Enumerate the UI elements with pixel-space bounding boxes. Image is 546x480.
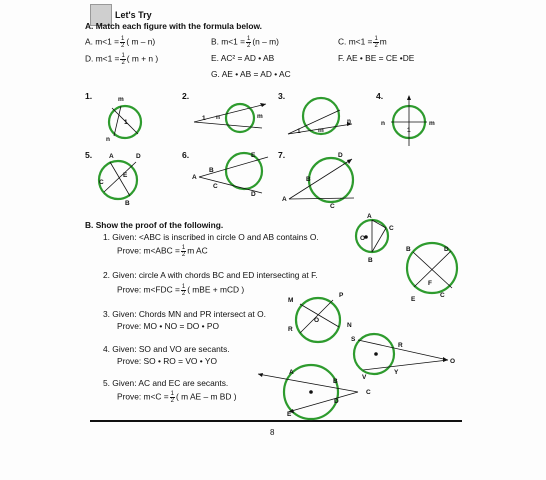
f2-label-m: m xyxy=(257,113,263,120)
f6-label-e: E xyxy=(251,152,256,159)
f7-label-d: D xyxy=(338,152,343,159)
f6-label-a: A xyxy=(192,174,197,181)
figure-number-2: 2. xyxy=(182,91,190,101)
figure-number-4: 4. xyxy=(376,91,384,101)
proof-2-given: 2. Given: circle A with chords BC and ED intersecting at F. xyxy=(103,270,318,280)
f5-label-c: C xyxy=(99,179,104,186)
p2-label-b: B xyxy=(406,246,411,253)
p1-label-a: A xyxy=(367,213,372,220)
p4-label-y: Y xyxy=(394,369,399,376)
formula-e: E. AC² = AD • AB xyxy=(211,53,275,63)
f3-label-1: 1 xyxy=(297,128,301,135)
p1-label-o: O xyxy=(360,235,366,242)
formula-a: A. m<1 = $\frac{1}{2}$ ( m – n) xyxy=(85,36,156,49)
figure-number-6: 6. xyxy=(182,150,190,160)
figure-number-3: 3. xyxy=(278,91,286,101)
f5-label-e: E xyxy=(123,172,128,179)
p2-label-c: C xyxy=(440,292,445,299)
p3-label-m: M xyxy=(288,297,294,304)
f6-label-c: C xyxy=(213,183,218,190)
proof-5-prove: Prove: m<C = $\frac{1}{2}$ ( m AE – m BD ) xyxy=(117,391,237,404)
p3-label-n: N xyxy=(347,322,352,329)
proof-1-given: 1. Given: <ABC is inscribed in circle O and AB contains O. xyxy=(103,232,319,242)
p1-label-c: C xyxy=(389,225,394,232)
f4-label-n: n xyxy=(381,120,385,127)
f4-label-m: m xyxy=(429,120,435,127)
formula-f: F. AE • BE = CE •DE xyxy=(338,53,415,63)
proof-5-given: 5. Given: AC and EC are secants. xyxy=(103,378,229,388)
figure-7-circle xyxy=(309,158,353,202)
f5-label-d: D xyxy=(136,153,141,160)
proof-3-given: 3. Given: Chords MN and PR intersect at O. xyxy=(103,309,266,319)
p1-label-b: B xyxy=(368,257,373,264)
p5-label-d: D xyxy=(334,398,339,405)
proof-4-circle xyxy=(354,334,394,374)
p5-label-b: B xyxy=(333,378,338,385)
f7-label-a: A xyxy=(282,196,287,203)
figure-number-1: 1. xyxy=(85,91,93,101)
part-a-heading: A. Match each figure with the formula below. xyxy=(85,21,262,31)
part-b-heading: B. Show the proof of the following. xyxy=(85,220,224,230)
f3-label-m: m xyxy=(318,127,324,134)
proof-4-given: 4. Given: SO and VO are secants. xyxy=(103,344,230,354)
f7-label-b: B xyxy=(306,176,311,183)
f1-label-1: 1 xyxy=(124,119,128,126)
f4-label-1: 1 xyxy=(407,127,411,134)
section-title: Let's Try xyxy=(115,10,152,20)
proof-2-prove: Prove: m<FDC = $\frac{1}{2}$ ( mBE + mCD ) xyxy=(117,284,245,297)
f1-label-m: m xyxy=(118,96,124,103)
p2-label-f: F xyxy=(428,280,432,287)
f5-label-b: B xyxy=(125,200,130,207)
formula-d: D. m<1 = $\frac{1}{2}$ ( m + n ) xyxy=(85,53,159,66)
figure-6-circle xyxy=(226,153,262,189)
f1-label-n: n xyxy=(106,136,110,143)
p2-label-e: E xyxy=(411,296,416,303)
f3-label-n: n xyxy=(347,118,351,125)
f2-label-1: 1 xyxy=(202,115,206,122)
p3-label-r: R xyxy=(288,326,293,333)
p4-label-o: O xyxy=(450,358,456,365)
formula-b: B. m<1 = $\frac{1}{2}$ (n – m) xyxy=(211,36,279,49)
p4-label-r: R xyxy=(398,342,403,349)
p3-label-o: O xyxy=(314,317,320,324)
p3-label-p: P xyxy=(339,292,344,299)
formula-c: C. m<1 = $\frac{1}{2}$ m xyxy=(338,36,387,49)
f6-label-d: D xyxy=(251,191,256,198)
figure-number-5: 5. xyxy=(85,150,93,160)
p4-label-s: S xyxy=(351,336,356,343)
f2-label-n: n xyxy=(216,114,220,121)
proof-1-prove: Prove: m<ABC = $\frac{1}{2}$ m AC xyxy=(117,245,208,258)
f5-label-a: A xyxy=(109,153,114,160)
p4-label-v: V xyxy=(362,374,367,381)
f6-label-b: B xyxy=(209,167,214,174)
p5-label-a: A xyxy=(289,369,294,376)
proof-3-prove: Prove: MO • NO = DO • PO xyxy=(117,321,219,331)
formula-g: G. AE • AB = AD • AC xyxy=(211,69,291,79)
proof-4-prove: Prove: SO • RO = VO • YO xyxy=(117,356,217,366)
figure-number-7: 7. xyxy=(278,150,286,160)
p5-label-c: C xyxy=(366,389,371,396)
p5-label-e: E xyxy=(287,411,292,418)
p2-label-d: D xyxy=(444,246,449,253)
f7-label-c: C xyxy=(330,203,335,210)
page-number: 8 xyxy=(270,428,275,437)
